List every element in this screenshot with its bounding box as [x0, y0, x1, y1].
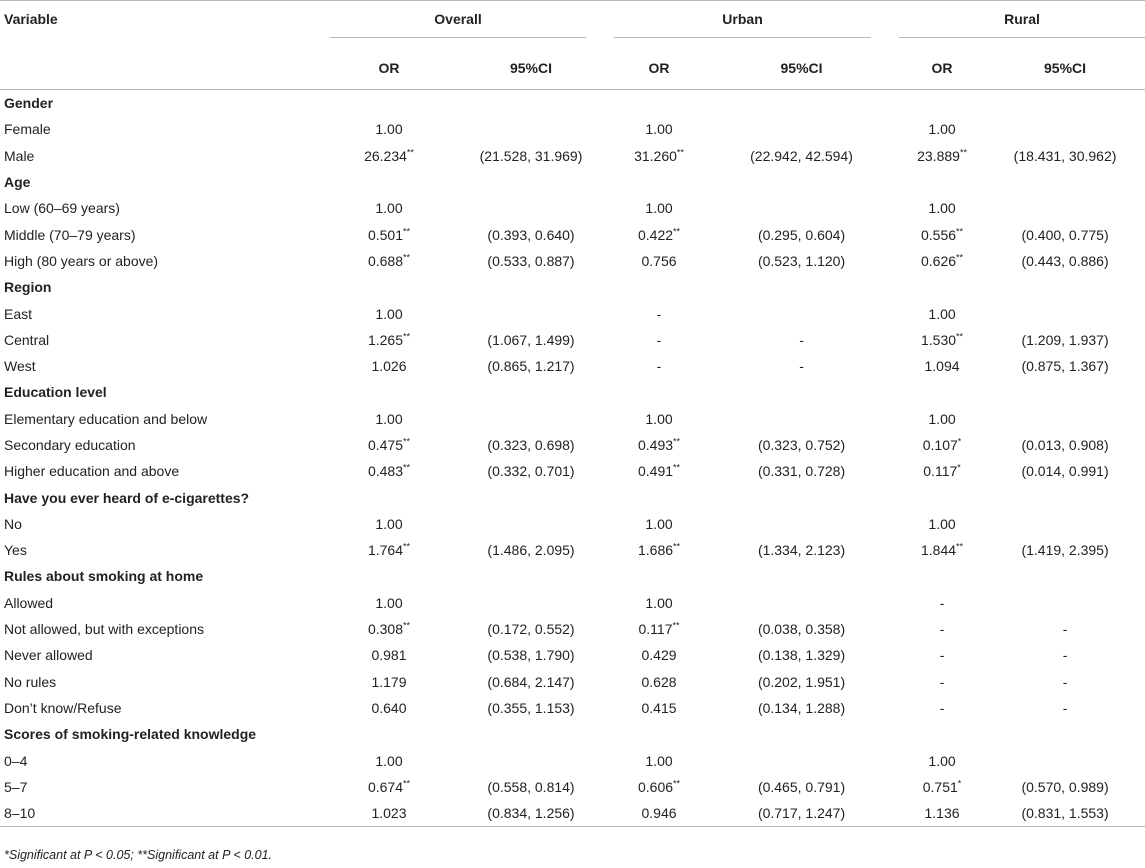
cell-ci-rural: (0.014, 0.991) [1021, 463, 1109, 480]
cell-ci-overall: (0.558, 0.814) [487, 778, 575, 795]
cell-or-urban: 0.946 [614, 800, 704, 827]
cell-ci-rural: - [1062, 673, 1068, 690]
section-heading: Region [4, 279, 52, 296]
row-label: No rules [4, 673, 57, 690]
table-row [0, 616, 1145, 642]
section-row [0, 484, 1145, 510]
header-row-stats [0, 47, 1145, 90]
cell-ci-rural: (0.570, 0.989) [1021, 778, 1109, 795]
cell-ci-rural: - [1062, 621, 1068, 638]
table-row [0, 669, 1145, 695]
cell-or-rural: - [939, 621, 945, 638]
row-label: Central [4, 331, 50, 348]
cell-or-rural: 1.00 [928, 752, 956, 769]
cell-ci-rural [985, 406, 1145, 432]
cell-ci-rural [985, 195, 1145, 221]
cell-ci-urban: (0.323, 0.752) [757, 437, 846, 453]
header-row-groups [0, 1, 1145, 48]
cell-ci-rural: - [1062, 699, 1068, 716]
cell-ci-overall: (1.067, 1.499) [487, 331, 575, 348]
cell-or-overall: 1.00 [375, 515, 403, 532]
significance-marker: ** [673, 778, 681, 789]
header-ci-rural: 95%CI [985, 47, 1145, 90]
table-row [0, 800, 1145, 827]
significance-marker: ** [403, 331, 411, 342]
significance-marker: ** [676, 147, 684, 158]
cell-or-overall: 1.179 [371, 673, 407, 690]
cell-ci-overall [448, 747, 614, 773]
row-label: Higher education and above [4, 463, 180, 480]
cell-ci-rural: (0.443, 0.886) [1021, 252, 1109, 269]
cell-or-urban: 0.415 [641, 699, 677, 716]
cell-or-rural: 1.00 [928, 410, 956, 427]
cell-ci-urban: (0.717, 1.247) [704, 800, 899, 827]
significance-marker: ** [403, 778, 411, 789]
row-label: Don’t know/Refuse [4, 699, 122, 716]
section-row [0, 274, 1145, 300]
cell-ci-rural [985, 590, 1145, 616]
cell-ci-urban: (22.942, 42.594) [750, 147, 853, 164]
significance-marker: ** [673, 541, 681, 552]
cell-or-urban: 0.628 [641, 673, 677, 690]
cell-ci-urban: (0.331, 0.728) [757, 463, 846, 480]
cell-or-urban: 1.00 [645, 752, 673, 769]
cell-ci-overall: (0.865, 1.217) [487, 358, 575, 375]
cell-or-urban: 1.686** [637, 541, 681, 559]
significance-marker: ** [403, 436, 411, 447]
table-row [0, 537, 1145, 563]
cell-ci-urban: (0.202, 1.951) [757, 673, 846, 690]
cell-ci-rural: (1.419, 2.395) [1021, 542, 1109, 559]
cell-or-urban: 0.422** [637, 225, 681, 243]
header-group-rural [899, 1, 1145, 48]
cell-ci-urban: (0.465, 0.791) [757, 778, 846, 795]
cell-or-rural: 1.00 [928, 515, 956, 532]
cell-or-rural: 23.889** [917, 147, 967, 164]
significance-marker: ** [673, 436, 681, 447]
cell-or-urban: 31.260** [634, 147, 684, 164]
cell-or-urban: 1.00 [645, 410, 673, 427]
cell-or-rural: 0.107* [922, 436, 962, 453]
cell-ci-urban: (0.134, 1.288) [757, 699, 846, 716]
cell-or-overall: 0.640 [371, 699, 407, 716]
table-row [0, 747, 1145, 773]
cell-or-overall: 1.764** [367, 541, 411, 559]
cell-ci-overall: (0.323, 0.698) [487, 437, 575, 453]
significance-marker: ** [403, 541, 411, 552]
cell-ci-rural [985, 116, 1145, 142]
cell-ci-rural: (18.431, 30.962) [1013, 147, 1117, 164]
cell-ci-urban: - [799, 331, 804, 348]
significance-marker: ** [403, 252, 411, 263]
table-row [0, 511, 1145, 537]
row-label: High (80 years or above) [4, 252, 159, 269]
cell-or-overall: 0.475** [367, 436, 411, 453]
cell-or-urban: 0.493** [637, 436, 681, 453]
cell-or-urban: - [656, 331, 662, 348]
cell-ci-urban: (0.038, 0.358) [757, 621, 846, 638]
cell-or-rural: 1.00 [928, 121, 956, 138]
significance-marker: ** [956, 541, 964, 552]
cell-ci-overall: (0.332, 0.701) [487, 463, 575, 480]
cell-ci-overall: (0.172, 0.552) [487, 621, 575, 638]
cell-ci-rural [985, 511, 1145, 537]
cell-or-rural: - [939, 594, 945, 611]
cell-or-rural: 1.094 [924, 358, 960, 375]
cell-or-urban: 0.429 [641, 647, 677, 664]
cell-or-overall: 1.00 [375, 594, 403, 611]
section-row [0, 169, 1145, 195]
cell-or-urban: - [656, 305, 662, 322]
cell-ci-overall: (0.684, 2.147) [487, 673, 575, 690]
table-row [0, 327, 1145, 353]
cell-or-rural: - [939, 673, 945, 690]
section-heading: Education level [4, 384, 107, 401]
cell-ci-rural: (0.875, 1.367) [1021, 358, 1109, 375]
significance-marker: * [957, 436, 962, 447]
cell-ci-overall: (0.538, 1.790) [487, 647, 575, 664]
cell-ci-urban: (0.295, 0.604) [757, 226, 846, 243]
cell-ci-overall: (0.355, 1.153) [487, 699, 575, 716]
cell-ci-overall [448, 406, 614, 432]
header-group-overall-label: Overall [330, 9, 586, 38]
table-row [0, 143, 1145, 169]
header-ci-urban: 95%CI [704, 47, 899, 90]
cell-ci-urban: - [799, 358, 804, 375]
significance-marker: ** [956, 252, 964, 263]
cell-ci-rural: (0.400, 0.775) [1021, 226, 1109, 243]
row-label: Low (60–69 years) [4, 200, 120, 217]
cell-ci-urban: (1.334, 2.123) [757, 542, 846, 559]
row-label: Not allowed, but with exceptions [4, 621, 204, 638]
cell-or-urban: 1.00 [645, 515, 673, 532]
cell-ci-overall [448, 300, 614, 326]
cell-or-overall: 1.023 [330, 800, 448, 827]
table-row [0, 432, 1145, 458]
cell-or-urban: 0.606** [637, 778, 681, 795]
section-row [0, 721, 1145, 747]
cell-ci-overall: (21.528, 31.969) [479, 147, 583, 164]
header-group-urban-label: Urban [614, 9, 871, 38]
cell-ci-urban: (0.138, 1.329) [757, 647, 846, 664]
cell-ci-urban [704, 590, 899, 616]
cell-or-urban: 0.756 [641, 252, 677, 269]
cell-or-urban: 1.00 [645, 200, 673, 217]
row-label: Elementary education and below [4, 410, 208, 427]
cell-or-urban: - [656, 358, 662, 375]
cell-ci-overall: (1.486, 2.095) [487, 542, 575, 559]
header-blank [0, 47, 330, 90]
header-or-urban: OR [614, 47, 704, 90]
cell-or-urban: 1.00 [645, 594, 673, 611]
cell-or-overall: 0.308** [367, 620, 411, 638]
cell-or-urban: 0.117** [638, 620, 680, 638]
table-row [0, 353, 1145, 379]
cell-or-overall: 0.688** [367, 252, 411, 269]
row-label: Secondary education [4, 437, 136, 453]
cell-or-rural: 0.117* [923, 462, 961, 480]
cell-or-urban: 1.00 [645, 121, 673, 138]
row-label: 8–10 [0, 800, 330, 827]
significance-marker: ** [672, 620, 680, 631]
header-group-rural-label: Rural [899, 9, 1145, 38]
cell-ci-rural: (0.831, 1.553) [985, 800, 1145, 827]
table-row [0, 695, 1145, 721]
cell-ci-urban [704, 747, 899, 773]
significance-marker: ** [406, 147, 414, 158]
table-row [0, 195, 1145, 221]
row-label: Female [4, 121, 51, 138]
cell-or-overall: 26.234** [364, 147, 414, 164]
cell-or-overall: 1.00 [375, 752, 403, 769]
cell-ci-overall: (0.393, 0.640) [487, 226, 575, 243]
row-label: 0–4 [4, 752, 28, 769]
cell-or-rural: 1.00 [928, 305, 956, 322]
cell-or-overall: 1.00 [375, 200, 403, 217]
significance-marker: ** [403, 225, 411, 236]
section-heading: Scores of smoking-related knowledge [4, 726, 257, 743]
significance-marker: ** [673, 225, 681, 236]
cell-or-overall: 1.026 [371, 358, 407, 375]
cell-ci-rural: (0.013, 0.908) [1021, 437, 1109, 453]
cell-or-rural: 1.00 [928, 200, 956, 217]
cell-ci-overall: (0.834, 1.256) [448, 800, 614, 827]
row-label: Never allowed [4, 647, 93, 664]
cell-or-overall: 1.00 [375, 121, 403, 138]
table-row [0, 642, 1145, 668]
table-row [0, 248, 1145, 274]
row-label: Middle (70–79 years) [4, 226, 136, 243]
cell-ci-urban [704, 511, 899, 537]
cell-ci-rural [985, 747, 1145, 773]
section-row [0, 90, 1145, 117]
cell-ci-rural: (1.209, 1.937) [1021, 331, 1109, 348]
row-label: East [4, 305, 33, 322]
cell-or-overall: 1.00 [375, 305, 403, 322]
table-row [0, 590, 1145, 616]
cell-or-rural: 1.530** [921, 331, 964, 348]
table-row [0, 458, 1145, 484]
row-label: Allowed [4, 594, 54, 611]
cell-or-overall: 1.00 [375, 410, 403, 427]
header-variable: Variable [0, 1, 330, 48]
significance-marker: ** [403, 620, 411, 631]
header-group-urban [614, 1, 899, 48]
header-ci-overall: 95%CI [448, 47, 614, 90]
cell-ci-urban: (0.523, 1.120) [757, 252, 846, 269]
cell-or-rural: 0.556** [921, 225, 964, 243]
cell-ci-urban [704, 300, 899, 326]
table-row [0, 300, 1145, 326]
cell-or-overall: 0.483** [367, 462, 411, 480]
cell-or-rural: 1.136 [899, 800, 985, 827]
section-heading: Age [4, 174, 31, 191]
row-label: 5–7 [4, 778, 28, 795]
cell-ci-rural [985, 300, 1145, 326]
cell-or-rural: 1.844** [921, 541, 964, 559]
section-heading: Gender [4, 95, 54, 112]
header-or-overall: OR [330, 47, 448, 90]
cell-or-urban: 0.491** [637, 462, 681, 480]
cell-ci-overall [448, 590, 614, 616]
row-label: No [4, 515, 22, 532]
significance-marker: ** [673, 462, 681, 473]
cell-ci-urban [704, 116, 899, 142]
section-heading: Rules about smoking at home [4, 568, 204, 585]
significance-marker: ** [403, 462, 411, 473]
cell-ci-overall [448, 511, 614, 537]
cell-or-overall: 1.265** [367, 331, 411, 348]
significance-marker: * [957, 778, 962, 789]
cell-or-rural: 0.751* [922, 778, 962, 795]
row-label: Male [4, 147, 35, 164]
header-group-overall [330, 1, 614, 48]
significance-marker: ** [956, 225, 964, 236]
footnote: *Significant at P < 0.05; **Significant at P < 0.01. [4, 848, 272, 862]
table-row [0, 116, 1145, 142]
cell-or-overall: 0.674** [367, 778, 411, 795]
cell-ci-overall [448, 195, 614, 221]
cell-ci-overall [448, 116, 614, 142]
cell-or-rural: 0.626** [921, 252, 964, 269]
section-row [0, 563, 1145, 589]
row-label: West [4, 358, 36, 375]
significance-marker: ** [959, 147, 967, 158]
table-row [0, 406, 1145, 432]
significance-marker: ** [956, 331, 964, 342]
table-row [0, 774, 1145, 800]
cell-or-overall: 0.981 [371, 647, 407, 664]
section-heading: Have you ever heard of e-cigarettes? [4, 489, 250, 506]
cell-or-rural: - [939, 699, 945, 716]
cell-or-overall: 0.501** [367, 225, 411, 243]
table-body [0, 90, 1145, 827]
row-label: Yes [4, 542, 27, 559]
cell-ci-overall: (0.533, 0.887) [487, 252, 575, 269]
cell-ci-rural: - [1062, 647, 1068, 664]
cell-ci-urban [704, 195, 899, 221]
cell-ci-urban [704, 406, 899, 432]
table-row [0, 221, 1145, 247]
header-or-rural: OR [899, 47, 985, 90]
significance-marker: * [957, 462, 961, 473]
cell-or-rural: - [939, 647, 945, 664]
section-row [0, 379, 1145, 405]
